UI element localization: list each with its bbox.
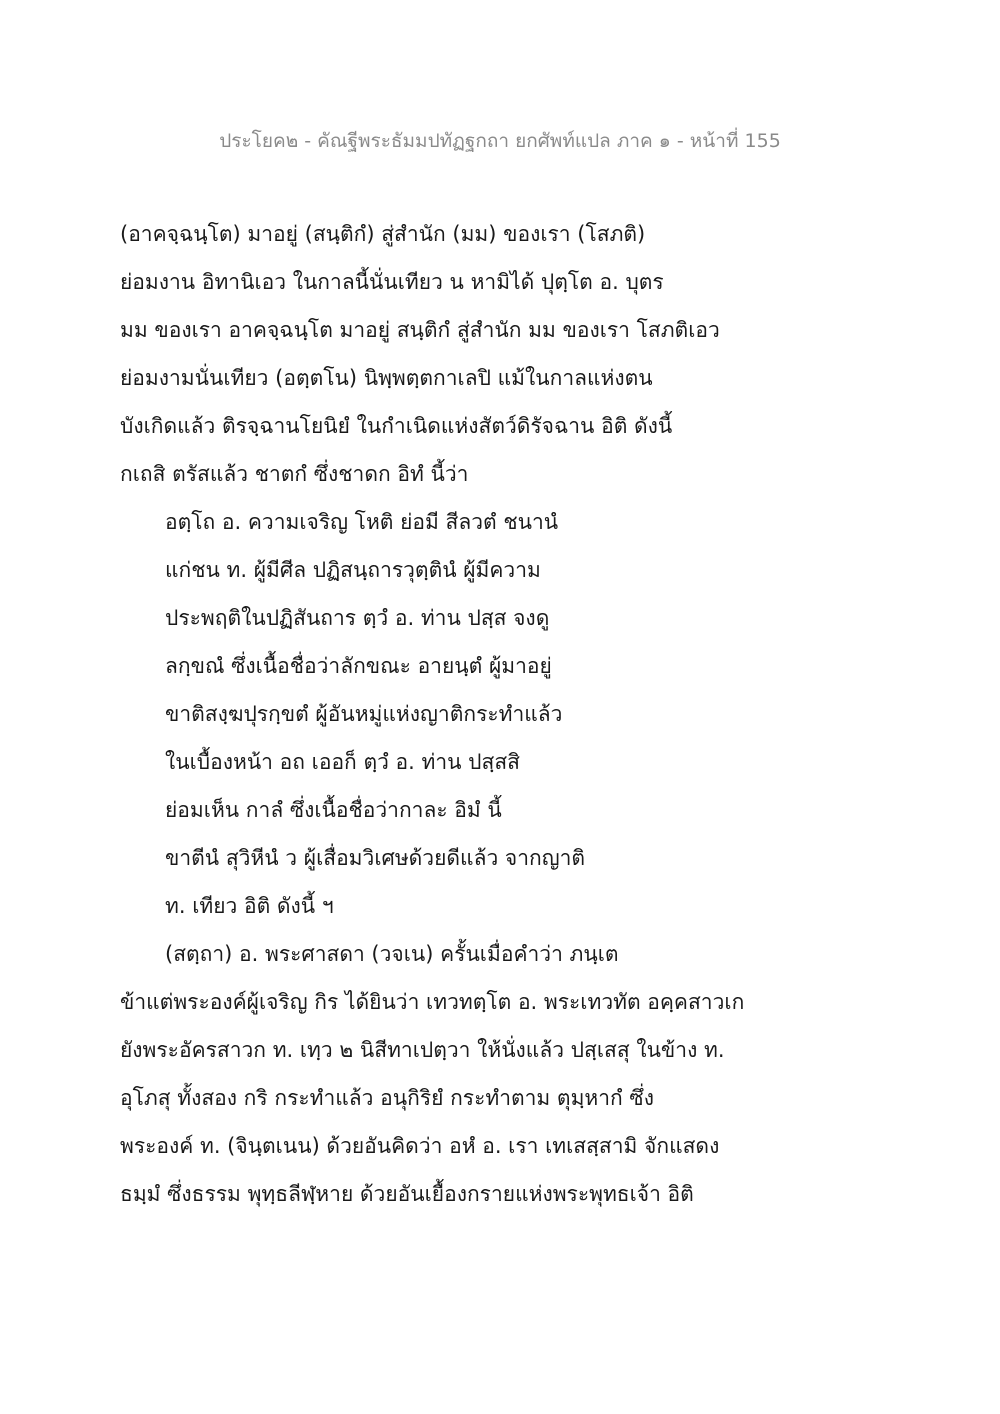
verse-line: แก่ชน ท. ผู้มีศีล ปฏิสนฺถารวุตฺตินํ ผู้มีความ — [165, 558, 541, 582]
text-line: ย่อมงาน อิทานิเอว ในกาลนี้นั่นเทียว น หามิได้ ปุตฺโต อ. บุตร — [120, 270, 664, 294]
verse-line: อตฺโถ อ. ความเจริญ โหติ ย่อมี สีลวตํ ชนานํ — [165, 510, 559, 534]
text-line: มม ของเรา อาคจฺฉนฺโต มาอยู่ สนฺติกํ สู่สำนัก มม ของเรา โสภติเอว — [120, 318, 720, 342]
text-line: ยังพระอัครสาวก ท. เทฺว ๒ นิสีทาเปตฺวา ให้นั่งแล้ว ปสฺเสสุ ในข้าง ท. — [120, 1038, 725, 1062]
verse-line: ลกฺขณํ ซึ่งเนื้อชื่อว่าลักขณะ อายนฺตํ ผู้มาอยู่ — [165, 654, 552, 678]
verse-line: ประพฤติในปฏิสันถาร ตฺวํ อ. ท่าน ปสฺส จงดู — [165, 606, 550, 630]
body-text — [120, 210, 900, 1218]
verse-line: ท. เทียว อิติ ดังนี้ ฯ — [165, 894, 334, 918]
verse-line: ย่อมเห็น กาลํ ซึ่งเนื้อชื่อว่ากาละ อิมํ นี้ — [165, 798, 502, 822]
verse-line: ขาติสงฺฆปุรกฺขตํ ผู้อันหมู่แห่งญาติกระทำแล้ว — [165, 702, 563, 726]
text-line: พระองค์ ท. (จินฺตเนน) ด้วยอันคิดว่า อหํ อ. เรา เทเสสฺสามิ จักแสดง — [120, 1134, 720, 1158]
paragraph-start-line: (สตฺถา) อ. พระศาสดา (วจเน) ครั้นเมื่อคำว่า ภนฺเต — [165, 942, 619, 966]
page-header: ประโยค๒ - คัณฐีพระธัมมปทัฏฐกถา ยกศัพท์แปล ภาค ๑ - หน้าที่ 155 — [219, 130, 781, 152]
verse-line: ในเบื้องหน้า อถ เออก็ ตฺวํ อ. ท่าน ปสฺสสิ — [165, 750, 520, 774]
verse-line: ขาตีนํ สุวิหีนํ ว ผู้เสื่อมวิเศษด้วยดีแล้ว จากญาติ — [165, 846, 586, 870]
text-line: ย่อมงามนั่นเทียว (อตฺตโน) นิพฺพตฺตกาเลปิ แม้ในกาลแห่งตน — [120, 366, 653, 390]
text-line: กเถสิ ตรัสแล้ว ชาตกํ ซึ่งชาดก อิทํ นี้ว่า — [120, 462, 469, 486]
text-line: บังเกิดแล้ว ติรจฺฉานโยนิยํ ในกำเนิดแห่งสัตว์ดิรัจฉาน อิติ ดังนี้ — [120, 414, 673, 438]
text-line: ข้าแต่พระองค์ผู้เจริญ กิร ได้ยินว่า เทวทตฺโต อ. พระเทวทัต อคฺคสาวเก — [120, 990, 745, 1014]
text-line: ธมฺมํ ซึ่งธรรม พุทฺธลีฬฺหาย ด้วยอันเยื้องกรายแห่งพระพุทธเจ้า อิติ — [120, 1182, 694, 1206]
text-line: (อาคจฺฉนฺโต) มาอยู่ (สนฺติกํ) สู่สำนัก (มม) ของเรา (โสภติ) — [120, 222, 646, 246]
text-line: อุโภสุ ทั้งสอง กริ กระทำแล้ว อนุกิริยํ กระทำตาม ตุมฺหากํ ซึ่ง — [120, 1086, 654, 1110]
